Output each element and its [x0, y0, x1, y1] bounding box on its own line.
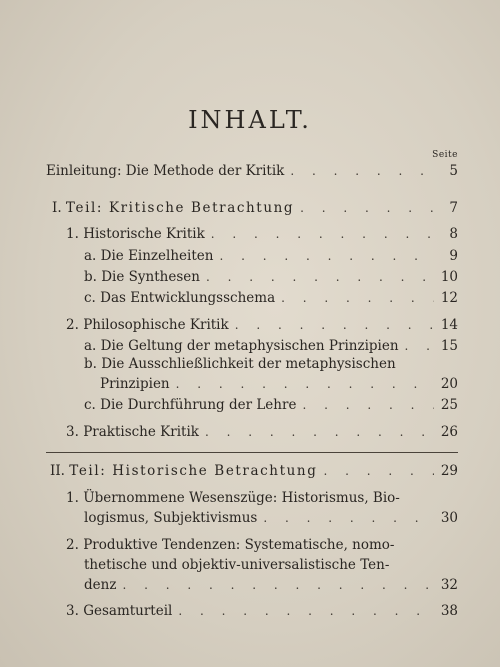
toc-page-number: 25	[440, 397, 458, 413]
toc-page-number: 10	[440, 269, 458, 285]
toc-entry-number: 3.	[66, 603, 79, 619]
toc-entry-tendenzen-line2: thetische und objektiv-universalistische Ten-	[84, 557, 390, 573]
toc-entry-label: Die Einzelheiten	[100, 248, 214, 264]
toc-entry-number: 1.	[66, 226, 79, 242]
toc-page-number: 12	[440, 290, 458, 306]
toc-entry-part-2	[50, 465, 458, 479]
toc-page-number: 38	[440, 603, 458, 619]
toc-entry-number: II.	[50, 463, 65, 479]
leader-dots	[405, 340, 434, 352]
toc-entry-label-continued: denz	[84, 577, 117, 593]
toc-entry-number: c.	[84, 290, 96, 306]
toc-entry-label: Einleitung: Die Methode der Kritik	[46, 163, 285, 179]
toc-page-number: 26	[440, 424, 458, 440]
toc-entry-number: I.	[52, 200, 62, 216]
leader-dots	[281, 292, 434, 304]
leader-dots	[205, 426, 434, 438]
toc-entry-philosophische-kritik	[66, 319, 458, 333]
leader-dots	[323, 465, 434, 477]
toc-page-number: 5	[449, 163, 458, 179]
toc-entry-tendenzen	[84, 579, 458, 593]
toc-entry-number: 2.	[66, 317, 79, 333]
toc-entry-number: 3.	[66, 424, 79, 440]
toc-entry-label: Philosophische Kritik	[83, 317, 229, 333]
toc-entry-label: Die Geltung der metaphysischen Prinzipien	[100, 338, 399, 354]
toc-entry-wesenszuege	[84, 512, 458, 526]
page-column-header: Seite	[432, 150, 458, 160]
toc-page-number: 30	[440, 510, 458, 526]
toc-page-number: 20	[440, 376, 458, 392]
toc-entry-label-continued: Prinzipien	[100, 376, 170, 392]
toc-entry-label: Praktische Kritik	[83, 424, 199, 440]
page-title: INHALT.	[188, 106, 312, 134]
leader-dots	[206, 271, 434, 283]
toc-entry-number: a.	[84, 338, 97, 354]
toc-entry-ausschliesslichkeit-line1	[84, 358, 396, 372]
toc-entry-einleitung	[46, 165, 458, 179]
toc-entry-einzelheiten	[84, 250, 458, 264]
toc-entry-label: Teil: Historische Betrachtung	[69, 463, 318, 479]
toc-entry-label: Die Ausschließlichkeit der metaphysischen	[101, 356, 396, 372]
toc-entry-label: Produktive Tendenzen: Systematische, nomo-	[83, 537, 395, 553]
toc-page-number: 7	[449, 200, 458, 216]
toc-entry-praktische-kritik	[66, 426, 458, 440]
toc-page-number: 32	[440, 577, 458, 593]
toc-entry-label: Das Entwicklungsschema	[100, 290, 276, 306]
toc-entry-label: Übernommene Wesenszüge: Historismus, Bio-	[83, 490, 400, 506]
toc-entry-geltung	[84, 340, 458, 354]
toc-entry-number: b.	[84, 356, 97, 372]
leader-dots	[302, 399, 434, 411]
toc-entry-number: a.	[84, 248, 97, 264]
toc-entry-ausschliesslichkeit	[100, 378, 458, 392]
toc-entry-label: Historische Kritik	[83, 226, 205, 242]
toc-page-number: 14	[440, 317, 458, 333]
leader-dots	[219, 250, 434, 262]
toc-page-number: 8	[449, 226, 458, 242]
toc-entry-label: Die Synthesen	[101, 269, 200, 285]
toc-entry-wesenszuege-line1	[66, 492, 400, 506]
toc-page-number: 9	[449, 248, 458, 264]
toc-entry-label: Die Durchführung der Lehre	[100, 397, 297, 413]
toc-entry-tendenzen-line1	[66, 539, 395, 553]
leader-dots	[300, 202, 434, 214]
toc-entry-part-1	[52, 202, 458, 216]
toc-entry-gesamturteil	[66, 605, 458, 619]
leader-dots	[211, 228, 434, 240]
toc-entry-number: 2.	[66, 537, 79, 553]
toc-entry-number: c.	[84, 397, 96, 413]
leader-dots	[122, 579, 434, 591]
toc-page-number: 15	[440, 338, 458, 354]
toc-entry-label: Gesamturteil	[83, 603, 173, 619]
leader-dots	[263, 512, 434, 524]
toc-entry-durchfuehrung	[84, 399, 458, 413]
toc-entry-label: Teil: Kritische Betrachtung	[65, 200, 295, 216]
toc-entry-label-continued: logismus, Subjektivismus	[84, 510, 258, 526]
toc-entry-number: b.	[84, 269, 97, 285]
leader-dots	[235, 319, 434, 331]
section-divider	[46, 452, 458, 453]
leader-dots	[176, 378, 434, 390]
toc-entry-synthesen	[84, 271, 458, 285]
toc-entry-entwicklungsschema	[84, 292, 458, 306]
leader-dots	[290, 165, 434, 177]
leader-dots	[178, 605, 434, 617]
toc-entry-number: 1.	[66, 490, 79, 506]
toc-page-number: 29	[440, 463, 458, 479]
toc-entry-historische-kritik	[66, 228, 458, 242]
